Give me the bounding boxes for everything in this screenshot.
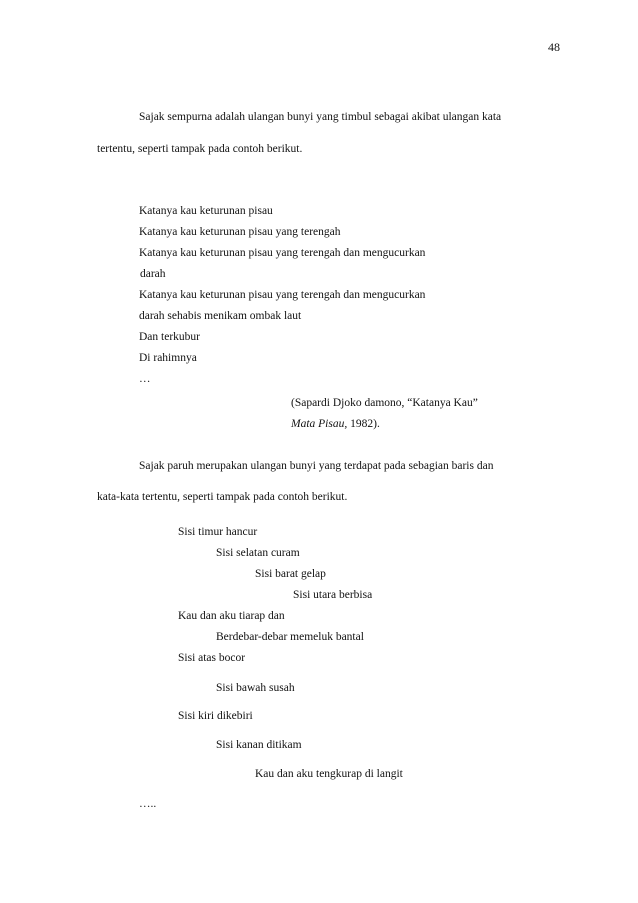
poem-1-line: …: [139, 373, 151, 385]
page-number: 48: [548, 40, 560, 54]
paragraph-2-line-2: kata-kata tertentu, seperti tampak pada contoh berikut.: [97, 491, 348, 503]
citation-line-2: [291, 417, 380, 431]
poem-1-line: Katanya kau keturunan pisau yang terengah: [139, 226, 341, 238]
paragraph-1-line-1: Sajak sempurna adalah ulangan bunyi yang timbul sebagai akibat ulangan kata: [139, 111, 502, 123]
poem-1-line: Katanya kau keturunan pisau yang terengah dan mengucurkan: [139, 247, 426, 259]
poem-2-line: …..: [139, 798, 157, 810]
poem-2-line: Sisi atas bocor: [178, 652, 246, 664]
poem-2-line: Sisi kanan ditikam: [216, 739, 302, 751]
poem-1-line: darah sehabis menikam ombak laut: [139, 310, 302, 322]
poem-1-line: Katanya kau keturunan pisau yang terengah dan mengucurkan: [139, 289, 426, 301]
poem-1-line: Katanya kau keturunan pisau: [139, 205, 273, 217]
citation-title: Mata Pisau,: [291, 418, 348, 430]
poem-2-line: Sisi selatan curam: [216, 547, 300, 559]
paragraph-2-line-1: Sajak paruh merupakan ulangan bunyi yang terdapat pada sebagian baris dan: [139, 460, 494, 472]
poem-2-line: Kau dan aku tiarap dan: [178, 610, 285, 622]
poem-2-line: Sisi barat gelap: [255, 568, 326, 580]
poem-2-line: Sisi timur hancur: [178, 526, 258, 538]
poem-1-line: Di rahimnya: [139, 352, 197, 364]
poem-2-line: Kau dan aku tengkurap di langit: [255, 768, 403, 780]
citation-year: 1982).: [347, 418, 380, 430]
paragraph-1-line-2: tertentu, seperti tampak pada contoh berikut.: [97, 143, 303, 155]
poem-2-line: Sisi utara berbisa: [293, 589, 373, 601]
poem-2-line: Sisi bawah susah: [216, 682, 295, 694]
poem-2-line: Berdebar-debar memeluk bantal: [216, 631, 364, 643]
poem-2-line: Sisi kiri dikebiri: [178, 710, 253, 722]
poem-1-line: darah: [140, 268, 166, 280]
poem-1-line: Dan terkubur: [139, 331, 200, 343]
citation-line-1: (Sapardi Djoko damono, “Katanya Kau”: [291, 397, 478, 409]
